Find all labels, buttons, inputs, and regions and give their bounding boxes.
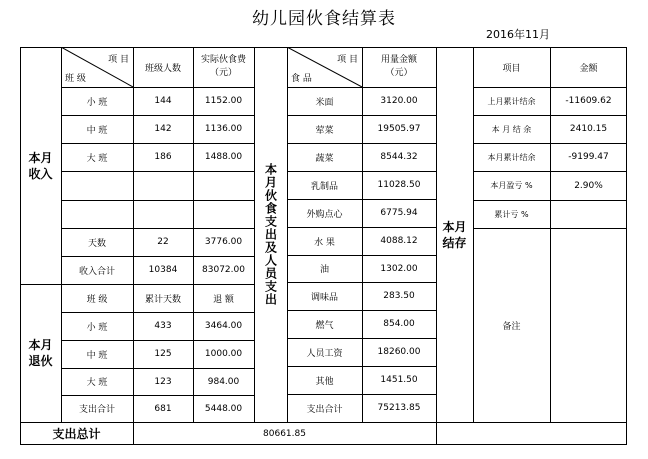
balance-row-amount: 2410.15 xyxy=(569,124,608,134)
refund-header-days: 累计天数 xyxy=(144,294,181,305)
balance-row-item: 本 月 结 余 xyxy=(491,124,532,134)
refund-row-days: 681 xyxy=(154,403,172,414)
expense-row-food: 支出合计 xyxy=(306,404,343,415)
expense-row-food: 调味品 xyxy=(310,292,338,303)
expense-row-amount: 1451.50 xyxy=(380,375,418,385)
expense-row-food: 荤菜 xyxy=(315,125,334,136)
expense-row-amount: 4088.12 xyxy=(380,236,418,246)
remarks-label: 备注 xyxy=(502,321,521,332)
expense-header-amount: 用量金额（元） xyxy=(380,55,417,78)
income-row-cost xyxy=(193,171,254,200)
income-row-cost: 83072.00 xyxy=(202,265,245,275)
income-row-cost: 1152.00 xyxy=(204,96,243,106)
total-value: 80661.85 xyxy=(263,428,306,439)
refund-header-class: 班 级 xyxy=(86,294,108,305)
refund-row-days: 433 xyxy=(154,321,172,331)
income-row-cost: 1488.00 xyxy=(204,152,243,162)
report-date: 2016年11月 xyxy=(486,28,550,41)
income-row-cost xyxy=(193,200,254,228)
income-row-count: 10384 xyxy=(148,265,178,275)
expense-section-label: 本月伙食支出及人员支出 xyxy=(263,163,278,306)
expense-row-amount: 3120.00 xyxy=(380,96,418,106)
income-row-class: 大 班 xyxy=(86,153,108,164)
income-row-class: 小 班 xyxy=(86,97,108,108)
income-row-count: 144 xyxy=(154,96,172,106)
header-item-label: 项 目 xyxy=(108,55,129,65)
income-row-class xyxy=(61,200,133,228)
balance-header-amount: 金额 xyxy=(579,63,598,74)
expense-row-amount: 11028.50 xyxy=(377,180,421,190)
refund-row-amount: 3464.00 xyxy=(204,321,243,331)
income-row-count: 22 xyxy=(157,237,169,247)
expense-row-amount: 854.00 xyxy=(383,319,415,329)
balance-row-amount xyxy=(550,200,627,228)
refund-row-class: 大 班 xyxy=(86,378,108,388)
income-row-class: 收入合计 xyxy=(78,266,115,277)
expense-row-food: 燃气 xyxy=(315,320,334,331)
refund-row-amount: 1000.00 xyxy=(204,349,243,359)
expense-row-food: 水 果 xyxy=(314,237,335,248)
refund-row-days: 123 xyxy=(154,376,172,387)
income-header-cost: 实际伙食费（元） xyxy=(200,55,246,78)
refund-row-amount: 984.00 xyxy=(207,376,240,387)
income-section-label: 本月收入 xyxy=(28,150,53,181)
balance-row-amount: -11609.62 xyxy=(565,96,612,106)
income-row-class: 中 班 xyxy=(86,125,108,136)
expense-row-amount: 1302.00 xyxy=(380,263,418,274)
header-item-label: 项 目 xyxy=(337,55,358,65)
income-row-count: 186 xyxy=(154,152,172,162)
income-row-cost: 3776.00 xyxy=(204,237,243,247)
expense-row-food: 蔬菜 xyxy=(315,153,334,164)
balance-row-amount: 2.90% xyxy=(574,180,603,191)
balance-row-item: 累计亏 % xyxy=(494,209,529,219)
expense-row-food: 油 xyxy=(319,265,329,275)
header-class-label: 班 级 xyxy=(65,74,86,84)
refund-row-class: 支出合计 xyxy=(78,405,115,415)
expense-row-food: 米面 xyxy=(315,97,334,108)
income-row-count xyxy=(133,200,193,228)
balance-row-amount: -9199.47 xyxy=(568,152,609,162)
balance-section-label: 本月结存 xyxy=(442,219,467,250)
expense-row-food: 外购点心 xyxy=(306,209,343,220)
income-header-count: 班级人数 xyxy=(144,63,181,74)
expense-row-amount: 283.50 xyxy=(383,291,415,301)
expense-row-food: 其他 xyxy=(315,376,334,387)
income-row-count xyxy=(133,171,193,200)
refund-header-amount: 退 额 xyxy=(213,294,234,305)
income-row-class: 天数 xyxy=(87,238,106,249)
refund-row-class: 中 班 xyxy=(86,350,108,361)
expense-row-amount: 19505.97 xyxy=(377,124,421,134)
income-row-class xyxy=(61,171,133,200)
income-header-corner xyxy=(61,47,133,87)
page-title: 幼儿园伙食结算表 xyxy=(252,9,396,29)
balance-row-item: 上月累计结余 xyxy=(487,96,536,106)
expense-row-amount: 8544.32 xyxy=(380,152,418,162)
expense-row-food: 人员工资 xyxy=(306,348,343,359)
total-label: 支出总计 xyxy=(52,427,101,441)
refund-row-amount: 5448.00 xyxy=(204,403,243,414)
header-food-label: 食 品 xyxy=(291,74,312,84)
remarks-cell xyxy=(550,228,627,422)
balance-header-item: 项目 xyxy=(502,63,521,74)
refund-section-label: 本月退伙 xyxy=(28,338,53,368)
expense-header-corner xyxy=(287,47,362,87)
refund-row-class: 小 班 xyxy=(86,322,108,333)
expense-row-amount: 6775.94 xyxy=(380,208,418,218)
balance-row-item: 本月累计结余 xyxy=(487,152,536,162)
expense-row-amount: 75213.85 xyxy=(377,403,421,413)
balance-row-item: 本月盈亏 % xyxy=(490,181,533,190)
income-row-count: 142 xyxy=(154,124,172,134)
income-row-cost: 1136.00 xyxy=(204,124,243,134)
expense-row-food: 乳制品 xyxy=(310,181,338,192)
refund-row-days: 125 xyxy=(154,349,172,359)
expense-row-amount: 18260.00 xyxy=(377,347,421,357)
